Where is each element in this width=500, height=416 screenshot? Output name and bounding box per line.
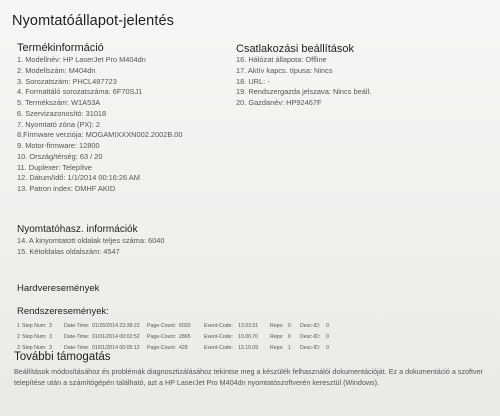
- event-num: 2: [17, 334, 20, 340]
- product-info-item: 2. Modellszám: M404dn: [17, 65, 96, 75]
- event-desc: 0: [326, 345, 329, 351]
- product-info-heading: Termékinformáció: [17, 42, 104, 54]
- connectivity-item: 16. Hálózat állapota: Offline: [236, 55, 327, 64]
- event-desc-label: Desc-ID:: [300, 323, 321, 329]
- connectivity-item: 20. Gazdanév: HP92467F: [236, 98, 322, 107]
- product-info-item: 9. Motor-firmware: 12800: [17, 141, 100, 150]
- event-desc-label: Desc-ID:: [300, 345, 321, 351]
- event-reps-label: Reps:: [270, 323, 284, 329]
- event-reps-label: Reps:: [270, 334, 284, 340]
- event-datetime: 01/01/2014 00:05:12: [92, 345, 140, 351]
- event-desc: 0: [326, 323, 329, 329]
- event-step: 3: [49, 334, 52, 340]
- product-info-item: 12. Dátum/Idő: 1/1/2014 00:16:26 AM: [17, 173, 140, 183]
- product-info-item: 4. Formattáló sorozatszáma: 6F70SJ1: [17, 87, 143, 97]
- product-info-item: 13. Patron index: DMHF AKID: [17, 184, 116, 193]
- hardware-events-heading: Hardveresemények: [17, 283, 100, 294]
- event-datetime-label: Date-Time:: [64, 345, 90, 351]
- product-info-item: 5. Termékszám: W1A53A: [17, 98, 101, 107]
- event-code: 13.10.09: [238, 345, 259, 351]
- event-page-label: Page-Count:: [147, 334, 177, 340]
- event-page: 6020: [179, 323, 191, 329]
- event-code-label: Event-Code:: [204, 345, 233, 351]
- event-row: [17, 320, 487, 331]
- support-text: Beállítások módosításához és problémák diagnosztizálásához tekintse meg a készülék felhasználói dokumentációját. Ez a dokumentáció a szoftver telepítése után a számítógépén található, azt a HP LaserJet Pro M404dn nyomtatószoftverén keresztül (Windows).: [14, 367, 484, 387]
- usage-heading: Nyomtatóhasz. információk: [17, 224, 138, 235]
- product-info-item: 8.Firmware verziója: MOGAMIXXXN002.2002B.00: [17, 130, 183, 140]
- usage-item: 14. A kinyomtatott oldalak teljes száma: 6040: [17, 236, 165, 245]
- system-events-table: [17, 320, 487, 353]
- event-row: [17, 331, 487, 342]
- event-step-label: Step Num:: [22, 345, 47, 351]
- event-num: 3: [17, 345, 20, 351]
- event-code: 10.00.70: [238, 334, 259, 340]
- event-page: 428: [179, 345, 188, 351]
- event-datetime-label: Date-Time:: [64, 334, 90, 340]
- product-info-item: 6. Szervizazonosító: 31018: [17, 108, 107, 118]
- product-info-list: [17, 55, 183, 195]
- event-reps: 1: [288, 345, 291, 351]
- usage-list: [17, 236, 165, 258]
- event-datetime: 01/01/2014 00:02:52: [92, 334, 140, 340]
- event-datetime: 01/26/2014 23:38:22: [92, 323, 140, 329]
- product-info-item: 10. Ország/térség: 63 / 20: [17, 151, 103, 161]
- product-info-item: 11. Duplexer: Telepítve: [17, 162, 92, 172]
- event-step-label: Step Num:: [22, 323, 47, 329]
- event-desc-label: Desc-ID:: [300, 334, 321, 340]
- connectivity-list: [236, 55, 371, 109]
- event-reps: 0: [288, 323, 291, 329]
- report-title: Nyomtatóállapot-jelentés: [12, 13, 174, 29]
- event-code-label: Event-Code:: [204, 334, 233, 340]
- support-heading: További támogatás: [14, 351, 111, 363]
- event-code-label: Event-Code:: [204, 323, 233, 329]
- event-page-label: Page-Count:: [147, 323, 177, 329]
- event-reps: 0: [288, 334, 291, 340]
- event-page: 2865: [179, 334, 191, 340]
- event-desc: 0: [326, 334, 329, 340]
- event-step: 3: [49, 323, 52, 329]
- product-info-item: 1. Modellnév: HP LaserJet Pro M404dn: [17, 55, 146, 64]
- event-page-label: Page-Count:: [147, 345, 177, 351]
- event-reps-label: Reps:: [270, 345, 284, 351]
- event-step: 3: [49, 345, 52, 351]
- system-events-heading: Rendszeresemények:: [17, 306, 109, 317]
- event-step-label: Step Num:: [22, 334, 47, 340]
- product-info-item: 7. Nyomtató zóna (PX): 2: [17, 119, 100, 129]
- event-datetime-label: Date-Time:: [64, 323, 90, 329]
- usage-item: 15. Kétoldalas oldalszám: 4547: [17, 246, 120, 256]
- connectivity-item: 18. URL: -: [236, 76, 270, 86]
- product-info-item: 3. Sorozatszám: PHCL487723: [17, 76, 117, 86]
- connectivity-item: 19. Rendszergazda jelszava: Nincs beáll.: [236, 87, 372, 97]
- event-num: 1: [17, 323, 20, 329]
- connectivity-heading: Csatlakozási beállítások: [236, 43, 355, 55]
- event-code: 13.03.51: [238, 323, 259, 329]
- connectivity-item: 17. Aktív kapcs. típusa: Nincs: [236, 65, 333, 75]
